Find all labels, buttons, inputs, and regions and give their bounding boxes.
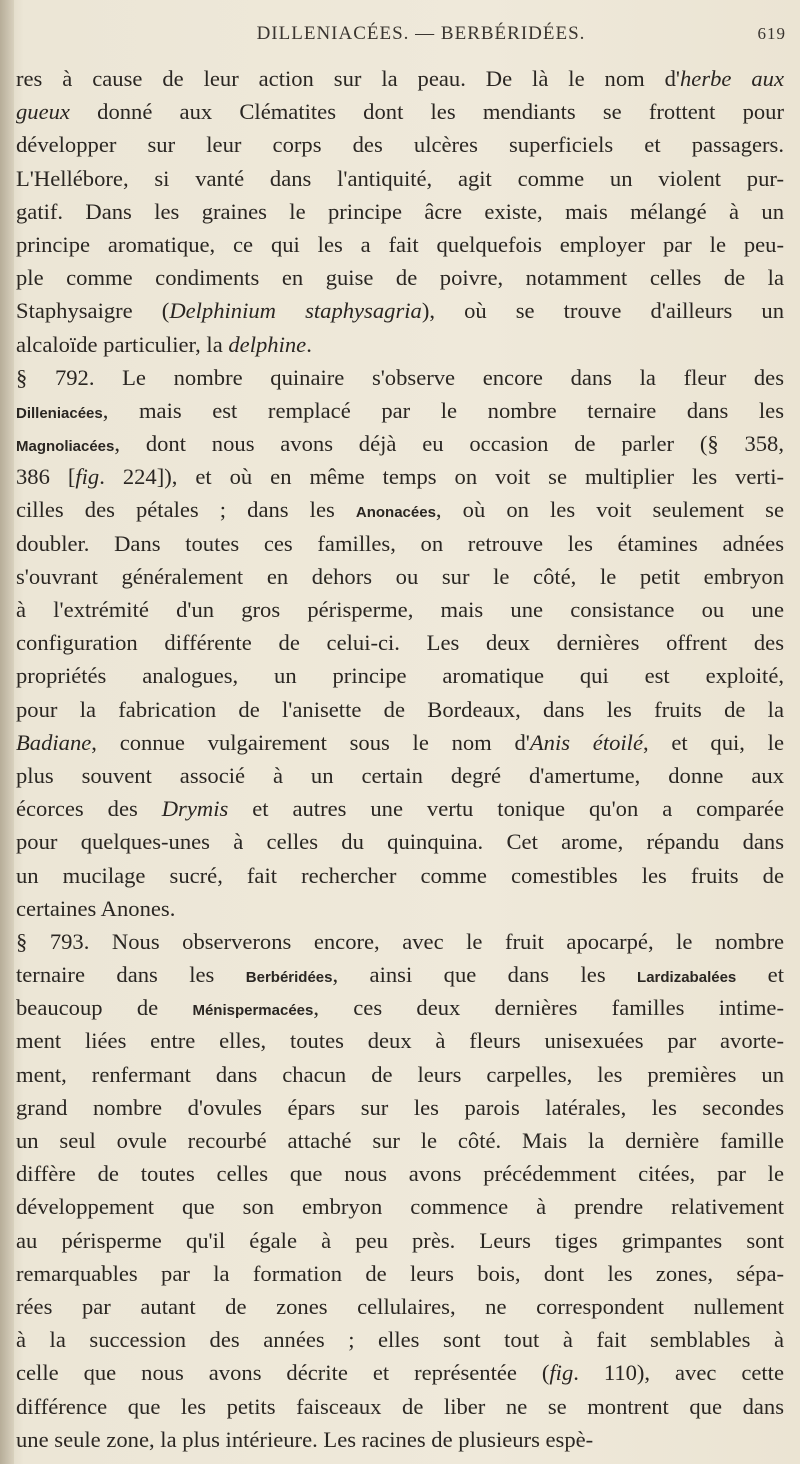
text-run: différence que les petits faisceaux de liber ne se montrent que dans [16, 1393, 784, 1419]
text-run: un seul ovule recourbé attaché sur le côté. Mais la dernière famille [16, 1128, 784, 1153]
text-line [16, 859, 784, 892]
text-line [16, 1091, 784, 1124]
text-run: L'Hellébore, si vanté dans l'antiquité, agit comme un violent pur- [16, 165, 784, 191]
text-line [16, 593, 784, 626]
text-run: § 793. Nous observerons encore, avec le fruit apocarpé, le nombre [16, 928, 784, 954]
text-line [16, 1224, 784, 1257]
text-run: 386 [ [16, 464, 76, 490]
running-title: DILLENIACÉES. — BERBÉRIDÉES. [256, 23, 586, 44]
family-name: Ménispermacées [192, 1002, 314, 1020]
running-header [100, 14, 786, 54]
text-run: développer sur leur corps des ulcères superficiels et passagers. [16, 132, 784, 158]
text-run: configuration différente de celui-ci. Les deux dernières offrent des [16, 630, 784, 656]
text-run: , ces deux dernières familles intime- [313, 995, 784, 1021]
text-run: Staphysaigre ( [16, 298, 170, 324]
text-line [16, 1423, 784, 1456]
text-run: . 224]), et où en même temps on voit se multiplier les verti- [99, 464, 784, 490]
text-run: une seule zone, la plus intérieure. Les racines de plusieurs espè- [16, 1426, 594, 1452]
italic-term: herbe aux [680, 66, 784, 91]
text-run: au périsperme qu'il égale à peu près. Leurs tiges grimpantes sont [16, 1227, 784, 1253]
italic-term: gueux [16, 99, 70, 125]
text-line [16, 1024, 784, 1057]
text-line [16, 1356, 784, 1389]
text-run: ternaire dans les [16, 962, 246, 988]
text-line [16, 195, 784, 228]
text-run: et autres une vertu tonique qu'on a comparée [228, 796, 784, 822]
text-run: pour la fabrication de l'anisette de Bordeaux, dans les fruits de la [16, 696, 784, 722]
text-run: plus souvent associé à un certain degré d'amertume, donne aux [16, 762, 784, 788]
text-run: , mais est remplacé par le nombre ternaire dans les [102, 397, 784, 423]
italic-term: Drymis [161, 796, 229, 822]
text-run: grand nombre d'ovules épars sur les parois latérales, les secondes [16, 1094, 784, 1120]
text-run: celle que nous avons décrite et représentée ( [16, 1360, 550, 1386]
text-run: cilles des pétales ; dans les [16, 497, 356, 523]
text-line [16, 958, 784, 991]
text-run: un mucilage sucré, fait rechercher comme comestibles les fruits de [16, 862, 784, 888]
text-line [16, 1124, 784, 1157]
text-line [16, 427, 784, 460]
italic-term: fig [549, 1360, 574, 1386]
text-run: développement que son embryon commence à prendre relativement [16, 1194, 784, 1220]
text-line [16, 460, 784, 493]
text-run: ), où se trouve d'ailleurs un [421, 298, 784, 324]
text-line [16, 361, 784, 394]
family-name: Dilleniacées [16, 404, 103, 422]
text-run: s'ouvrant généralement en dehors ou sur le côté, le petit embryon [16, 563, 784, 589]
text-line [16, 991, 784, 1024]
text-run: , ainsi que dans les [332, 962, 638, 988]
text-run: à la succession des années ; elles sont tout à fait semblables à [16, 1327, 784, 1353]
italic-term: Delphinium staphysagria [169, 298, 422, 324]
text-run: gatif. Dans les graines le principe âcre existe, mais mélangé à un [16, 198, 784, 224]
text-line [16, 394, 784, 427]
text-run: remarquables par la formation de leurs bois, dont les zones, sépa- [16, 1260, 784, 1286]
text-line [16, 626, 784, 659]
text-run: principe aromatique, ce qui les a fait quelquefois employer par le peu- [16, 231, 784, 257]
text-run: res à cause de leur action sur la peau. De là le nom d' [16, 66, 680, 91]
text-line [16, 1058, 784, 1091]
text-line [16, 792, 784, 825]
text-line [16, 128, 784, 161]
text-run: § 792. Le nombre quinaire s'observe encore dans la fleur des [16, 364, 784, 390]
text-run: à l'extrémité d'un gros périsperme, mais une consistance ou une [16, 597, 784, 622]
text-run: , où on les voit seulement se [435, 497, 784, 523]
family-name: Lardizabalées [637, 969, 737, 987]
text-line [16, 527, 784, 560]
text-run: et [736, 962, 784, 988]
text-line [16, 825, 784, 858]
text-line [16, 1257, 784, 1290]
text-run: alcaloïde particulier, la [16, 331, 229, 357]
text-line [16, 659, 784, 692]
page-binding-shadow [0, 0, 14, 1464]
text-line [16, 1323, 784, 1356]
text-line [16, 1190, 784, 1223]
text-run: certaines Anones. [16, 895, 176, 921]
text-run: , dont nous avons déjà eu occasion de parler (§ 358, [114, 431, 784, 457]
italic-term: delphine [228, 331, 307, 357]
text-run: . 110), avec cette [573, 1360, 784, 1386]
text-run: donné aux Clématites dont les mendiants se frottent pour [69, 99, 784, 125]
text-line [16, 1290, 784, 1323]
text-line [16, 726, 784, 759]
text-run: rées par autant de zones cellulaires, ne correspondent nullement [16, 1293, 784, 1319]
italic-term: fig [75, 464, 100, 490]
text-run: écorces des [16, 796, 162, 822]
text-line [16, 892, 784, 925]
text-line [16, 95, 784, 128]
text-line [16, 1390, 784, 1423]
page-number: 619 [757, 24, 786, 43]
text-run: , et qui, le [642, 729, 784, 755]
text-line [16, 493, 784, 526]
text-line [16, 560, 784, 593]
text-run: ple comme condiments en guise de poivre, notamment celles de la [16, 265, 784, 291]
text-run: pour quelques-unes à celles du quinquina. Cet arome, répandu dans [16, 829, 784, 855]
text-run: diffère de toutes celles que nous avons précédemment citées, par le [16, 1161, 784, 1187]
italic-term: Badiane [16, 729, 92, 755]
text-line [16, 759, 784, 792]
text-run: , connue vulgairement sous le nom d' [91, 729, 530, 755]
text-line [16, 261, 784, 294]
italic-term: Anis étoilé [529, 729, 643, 755]
text-line [16, 294, 784, 327]
text-line [16, 162, 784, 195]
text-run: doubler. Dans toutes ces familles, on retrouve les étamines adnées [16, 530, 784, 556]
text-run: ment, renfermant dans chacun de leurs carpelles, les premières un [16, 1061, 784, 1087]
body-text [16, 62, 784, 1456]
text-line [16, 328, 784, 361]
text-line [16, 925, 784, 958]
text-line [16, 693, 784, 726]
text-line [16, 1157, 784, 1190]
family-name: Berbéridées [245, 969, 333, 987]
text-line [16, 62, 784, 95]
text-line [16, 228, 784, 261]
family-name: Anonacées [355, 504, 436, 522]
text-run: ment liées entre elles, toutes deux à fleurs unisexuées par avorte- [16, 1028, 784, 1054]
family-name: Magnoliacées [16, 438, 115, 456]
text-run: propriétés analogues, un principe aromatique qui est exploité, [16, 663, 784, 689]
text-run: beaucoup de [16, 995, 193, 1021]
text-run: . [306, 331, 312, 357]
